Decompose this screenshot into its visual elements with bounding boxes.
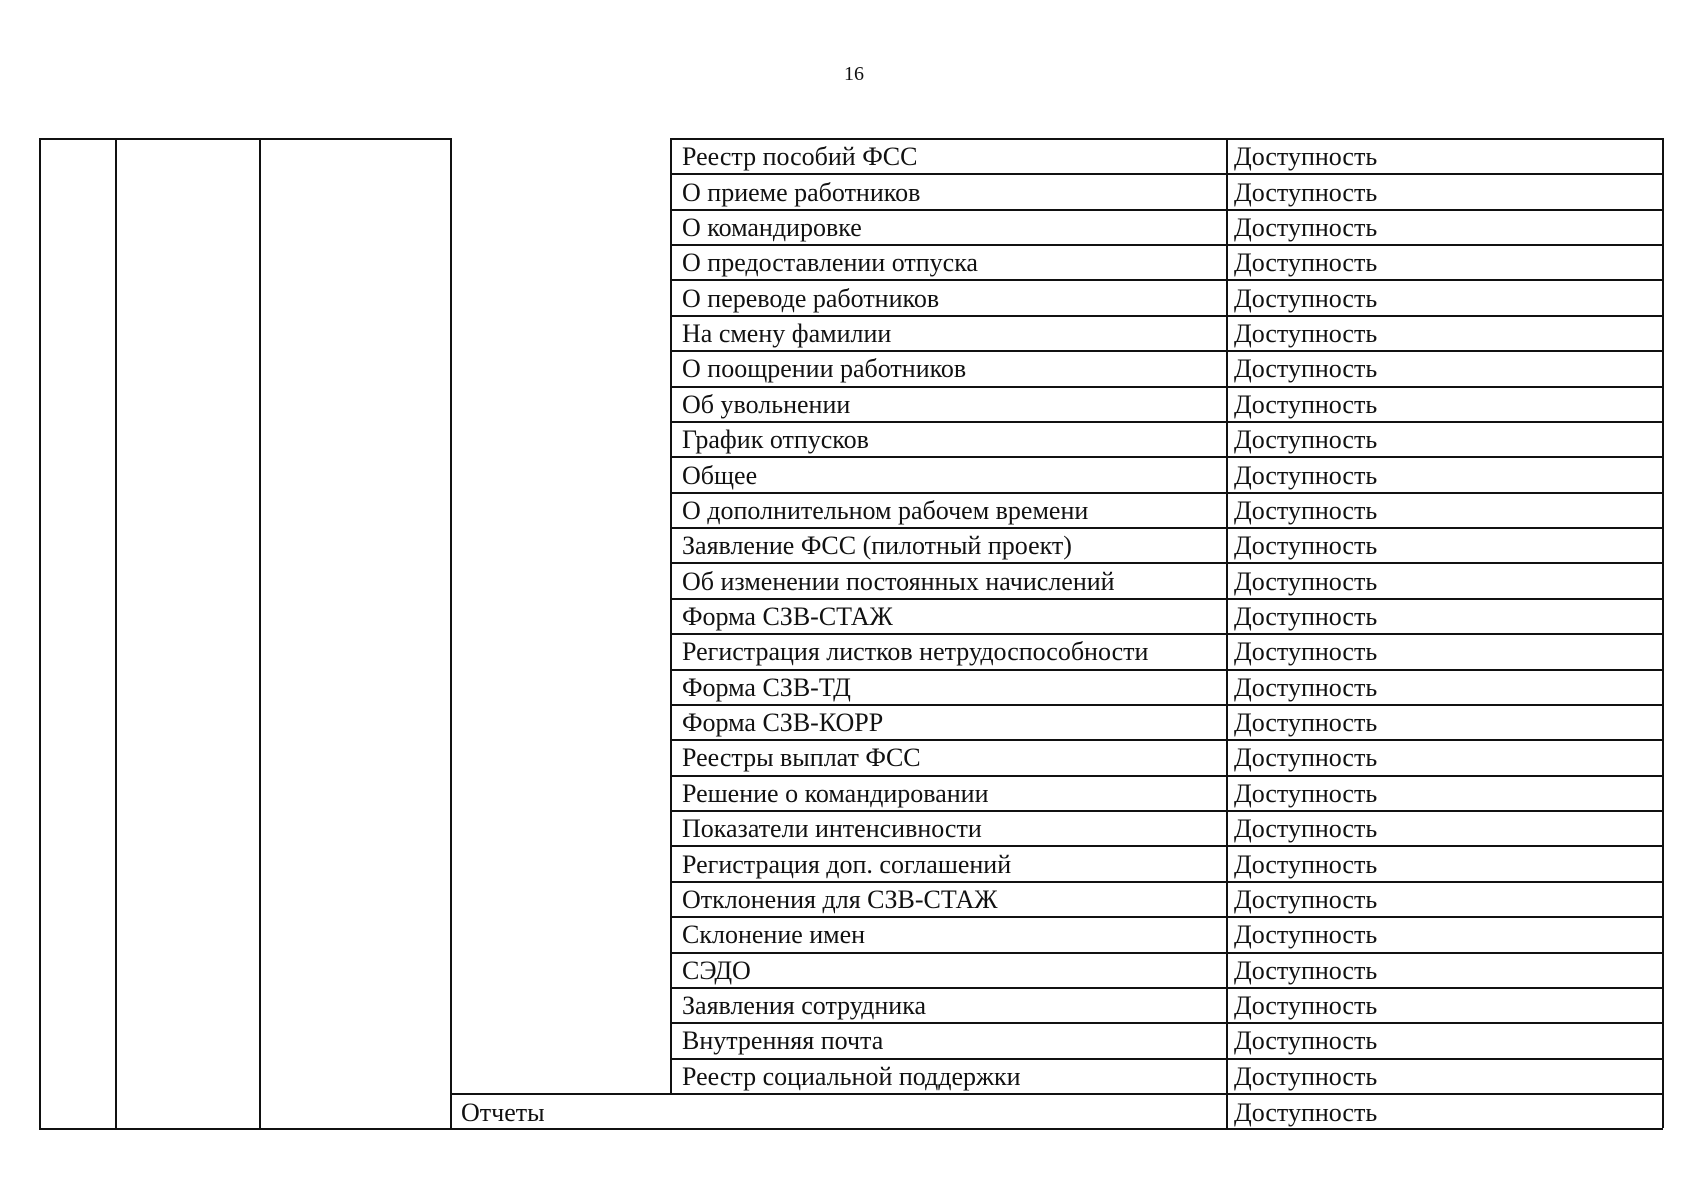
row-item-name: Заявление ФСС (пилотный проект) <box>682 531 1072 560</box>
row-item-name: О дополнительном рабочем времени <box>682 496 1089 525</box>
row-item-name: Отклонения для СЗВ-СТАЖ <box>682 885 998 914</box>
table-row <box>671 988 1671 1023</box>
row-status: Доступность <box>1234 461 1378 490</box>
row-item-name: Показатели интенсивности <box>682 814 982 843</box>
row-item-name: Об увольнении <box>682 390 851 419</box>
row-status: Доступность <box>1234 178 1378 207</box>
row-item-name: Об изменении постоянных начислений <box>682 567 1115 596</box>
table-row <box>671 670 1671 705</box>
table-row <box>671 953 1671 988</box>
row-item-name: О поощрении работников <box>682 354 967 383</box>
row-status: Доступность <box>1234 779 1378 808</box>
row-status: Доступность <box>1234 602 1378 631</box>
row-item-name: О командировке <box>682 213 862 242</box>
row-status: Доступность <box>1234 673 1378 702</box>
row-status: Доступность <box>1234 213 1378 242</box>
row-item-name: На смену фамилии <box>682 319 892 348</box>
row-item-name: Решение о командировании <box>682 779 989 808</box>
table-row <box>671 245 1671 280</box>
row-status: Доступность <box>1234 814 1378 843</box>
row-item-name: О переводе работников <box>682 284 940 313</box>
row-status: Доступность <box>1234 708 1378 737</box>
row-item-name: Склонение имен <box>682 920 866 949</box>
row-status: Доступность <box>1234 425 1378 454</box>
table-row <box>671 740 1671 775</box>
row-status: Доступность <box>1234 637 1378 666</box>
reports-label: Отчеты <box>461 1098 545 1127</box>
page-number: 16 <box>844 63 864 85</box>
row-status: Доступность <box>1234 284 1378 313</box>
row-item-name: Реестры выплат ФСС <box>682 743 921 772</box>
table-row <box>671 917 1671 952</box>
table-border-left <box>39 138 41 1128</box>
row-status: Доступность <box>1234 531 1378 560</box>
table-row <box>671 281 1671 316</box>
table-column-divider-1 <box>115 138 117 1128</box>
row-status: Доступность <box>1234 567 1378 596</box>
row-status: Доступность <box>1234 1062 1378 1091</box>
row-status: Доступность <box>1234 920 1378 949</box>
row-status: Доступность <box>1234 496 1378 525</box>
row-item-name: Регистрация листков нетрудоспособности <box>682 637 1149 666</box>
table-row <box>671 458 1671 493</box>
row-item-name: Форма СЗВ-СТАЖ <box>682 602 893 631</box>
row-status: Доступность <box>1234 142 1378 171</box>
row-item-name: Внутренняя почта <box>682 1026 884 1055</box>
row-item-name: График отпусков <box>682 425 869 454</box>
row-status: Доступность <box>1234 319 1378 348</box>
row-item-name: О предоставлении отпуска <box>682 248 978 277</box>
reports-row <box>451 1095 1661 1130</box>
row-item-name: Общее <box>682 461 758 490</box>
table-row <box>671 599 1671 634</box>
row-item-name: Заявления сотрудника <box>682 991 926 1020</box>
table-column-divider-3 <box>450 138 452 1128</box>
row-status: Доступность <box>1234 1026 1378 1055</box>
row-status: Доступность <box>1234 956 1378 985</box>
row-item-name: Форма СЗВ-КОРР <box>682 708 884 737</box>
table-row <box>671 387 1671 422</box>
table-row <box>671 882 1671 917</box>
table-row <box>671 705 1671 740</box>
row-status: Доступность <box>1234 885 1378 914</box>
table-row <box>671 1023 1671 1058</box>
reports-status: Доступность <box>1234 1098 1378 1127</box>
table-row <box>671 351 1671 386</box>
row-status: Доступность <box>1234 390 1378 419</box>
row-item-name: О приеме работников <box>682 178 921 207</box>
table-row <box>671 811 1671 846</box>
table-top-border-left <box>39 138 452 140</box>
row-status: Доступность <box>1234 354 1378 383</box>
row-item-name: Регистрация доп. соглашений <box>682 850 1012 879</box>
table-row <box>671 139 1671 174</box>
row-status: Доступность <box>1234 248 1378 277</box>
table-row <box>671 175 1671 210</box>
table-row <box>671 493 1671 528</box>
table-row <box>671 564 1671 599</box>
row-status: Доступность <box>1234 850 1378 879</box>
table-row <box>671 528 1671 563</box>
row-item-name: Реестр социальной поддержки <box>682 1062 1021 1091</box>
table-row <box>671 847 1671 882</box>
table-row <box>671 1059 1671 1094</box>
table-row <box>671 776 1671 811</box>
table-column-divider-2 <box>259 138 261 1128</box>
row-status: Доступность <box>1234 991 1378 1020</box>
table-row <box>671 422 1671 457</box>
row-item-name: Реестр пособий ФСС <box>682 142 918 171</box>
row-item-name: СЭДО <box>682 956 751 985</box>
table-row <box>671 210 1671 245</box>
row-status: Доступность <box>1234 743 1378 772</box>
row-item-name: Форма СЗВ-ТД <box>682 673 851 702</box>
table-row <box>671 634 1671 669</box>
table-row <box>671 316 1671 351</box>
